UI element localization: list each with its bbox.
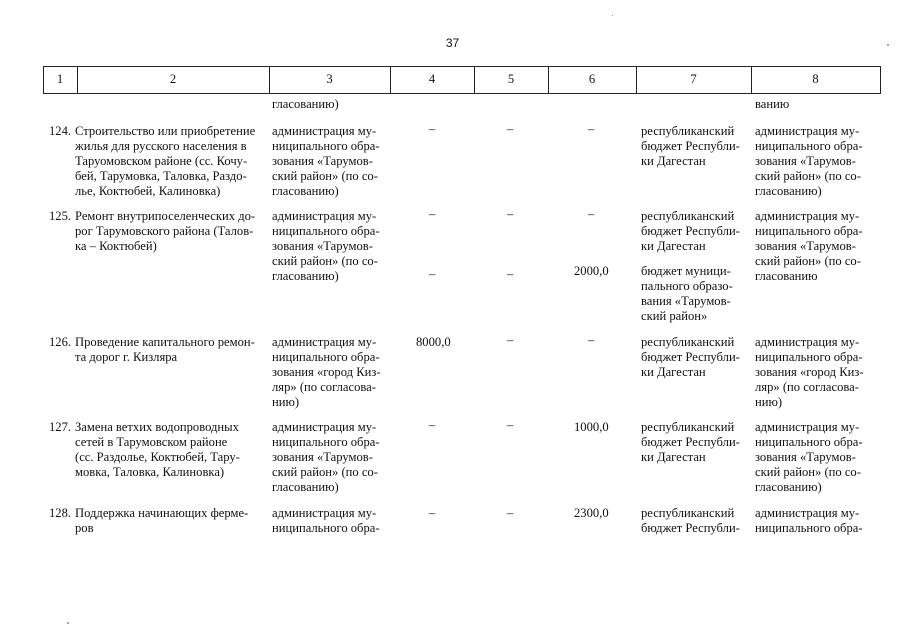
text-line: ниципального обра- — [755, 350, 863, 364]
text-line: Проведение капитального ремон- — [75, 335, 255, 349]
text-line: ский район» (по со- — [272, 169, 378, 183]
scan-speck — [67, 622, 69, 624]
value-col6: – — [588, 207, 595, 221]
text-line: Поддержка начинающих ферме- — [75, 506, 249, 520]
text-line: Замена ветхих водопроводных — [75, 420, 239, 434]
row-number: 126. — [49, 335, 72, 349]
text-line: пального образо- — [641, 279, 733, 293]
text-line: ниципального обра- — [755, 224, 863, 238]
text-line: гласованию) — [272, 269, 339, 283]
value-col5: – — [507, 418, 514, 432]
row-number: 124. — [49, 124, 72, 138]
value-col5: – — [507, 506, 514, 520]
header-bottom-border — [43, 93, 881, 94]
text-line: (сс. Раздолье, Коктюбей, Тару- — [75, 450, 240, 464]
text-line: ский район» — [641, 309, 708, 323]
text-line: Ремонт внутрипоселенческих до- — [75, 209, 256, 223]
text-line: ский район» (по со- — [755, 169, 861, 183]
funding-source — [641, 124, 740, 169]
text-line: ки Дагестан — [641, 154, 706, 168]
text-line: гласованию) — [272, 184, 339, 198]
text-line: гласованию — [755, 269, 818, 283]
value-col5: – — [507, 122, 514, 136]
text-line: ниципального обра- — [272, 521, 380, 535]
text-line: ляр» (по согласова- — [755, 380, 859, 394]
value-col6: – — [588, 333, 595, 347]
text-line: та дорог г. Кизляра — [75, 350, 178, 364]
text-line: ка – Коктюбей) — [75, 239, 157, 253]
column-header-3: 3 — [326, 72, 333, 86]
text-line: бюджет Республи- — [641, 224, 740, 238]
text-line: зования «город Киз- — [755, 365, 864, 379]
text-line: республиканский — [641, 506, 735, 520]
column-header-4: 4 — [428, 72, 436, 86]
text-line: вания «Тарумов- — [641, 294, 731, 308]
responsible — [755, 335, 864, 410]
row-number: 127. — [49, 420, 72, 434]
value-col4: – — [429, 506, 436, 520]
text-line: бюджет Республи- — [641, 435, 740, 449]
text-line: ский район» (по со- — [755, 254, 861, 268]
measure-name — [75, 209, 269, 254]
text-line: зования «город Киз- — [272, 365, 381, 379]
text-line: ки Дагестан — [641, 365, 706, 379]
text-line: ниципального обра- — [272, 224, 380, 238]
measure-name — [75, 335, 269, 365]
text-line: республиканский — [641, 124, 735, 138]
text-line: администрация му- — [272, 420, 377, 434]
text-line: ниципального обра- — [755, 139, 863, 153]
text-line: ниципального обра- — [755, 521, 863, 535]
row-number: 125. — [49, 209, 72, 223]
text-line: гласованию) — [272, 480, 339, 494]
continuation-col3: гласованию) — [272, 97, 339, 111]
measure-name — [75, 506, 269, 536]
text-line: зования «Тарумов- — [272, 239, 373, 253]
column-header-5: 5 — [507, 72, 515, 86]
column-header-6: 6 — [588, 72, 596, 86]
text-line: администрация му- — [272, 209, 377, 223]
scan-speck — [887, 44, 889, 46]
text-line: лье, Коктюбей, Калиновка) — [75, 184, 221, 198]
value-col5: – — [507, 333, 514, 347]
text-line: гласованию) — [755, 480, 822, 494]
text-line: администрация му- — [755, 420, 860, 434]
text-line: зования «Тарумов- — [755, 239, 856, 253]
text-line: нию) — [272, 395, 300, 409]
text-line: администрация му- — [755, 124, 860, 138]
text-line: сетей в Тарумовском районе — [75, 435, 228, 449]
value-col4: – — [429, 122, 436, 136]
text-line: ки Дагестан — [641, 450, 706, 464]
responsible — [755, 506, 863, 536]
value-col6: – — [588, 122, 595, 136]
value-col6: 1000,0 — [574, 420, 609, 434]
text-line: бюджет муници- — [641, 264, 731, 278]
value-col5: – — [507, 207, 514, 221]
value-col4: – — [429, 418, 436, 432]
text-line: ский район» (по со- — [755, 465, 861, 479]
executor — [272, 420, 380, 495]
text-line: гласованию) — [755, 184, 822, 198]
column-header-8: 8 — [812, 72, 819, 86]
text-line: ский район» (по со- — [272, 465, 378, 479]
funding-source — [641, 335, 740, 380]
value-col6: 2300,0 — [574, 506, 609, 520]
measure-name — [75, 420, 269, 480]
text-line: администрация му- — [755, 506, 860, 520]
text-line: ниципального обра- — [272, 139, 380, 153]
text-line: администрация му- — [272, 124, 377, 138]
text-line: ляр» (по согласова- — [272, 380, 376, 394]
text-line: бюджет Республи- — [641, 139, 740, 153]
responsible — [755, 124, 863, 199]
text-line: зования «Тарумов- — [272, 154, 373, 168]
row-number: 128. — [49, 506, 72, 520]
responsible — [755, 420, 863, 495]
executor — [272, 124, 380, 199]
funding-source — [641, 420, 740, 465]
column-header-1: 1 — [56, 72, 64, 86]
measure-name — [75, 124, 269, 199]
text-line: республиканский — [641, 335, 735, 349]
text-line: мовка, Таловка, Калиновка) — [75, 465, 225, 479]
value-col4: – — [429, 207, 436, 221]
text-line: бюджет Республи- — [641, 521, 740, 535]
text-line: бюджет Республи- — [641, 350, 740, 364]
funding-source-second — [641, 264, 733, 324]
value-col6-second: 2000,0 — [574, 264, 609, 278]
text-line: ниципального обра- — [755, 435, 863, 449]
page-number: 37 — [445, 36, 460, 50]
value-col4-second: – — [429, 267, 436, 281]
text-line: администрация му- — [755, 209, 860, 223]
scan-speck — [612, 15, 613, 16]
text-line: ров — [75, 521, 94, 535]
funding-source — [641, 506, 740, 536]
text-line: республиканский — [641, 420, 735, 434]
text-line: ский район» (по со- — [272, 254, 378, 268]
value-col5-second: – — [507, 267, 514, 281]
value-col4: 8000,0 — [416, 335, 451, 349]
text-line: нию) — [755, 395, 783, 409]
text-line: Таруомовском районе (сс. Кочу- — [75, 154, 248, 168]
executor — [272, 506, 380, 536]
text-line: республиканский — [641, 209, 735, 223]
text-line: администрация му- — [272, 506, 377, 520]
column-header-2: 2 — [169, 72, 177, 86]
text-line: зования «Тарумов- — [755, 154, 856, 168]
text-line: бей, Тарумовка, Таловка, Раздо- — [75, 169, 247, 183]
continuation-col8: ванию — [755, 97, 790, 111]
text-line: зования «Тарумов- — [272, 450, 373, 464]
text-line: ниципального обра- — [272, 435, 380, 449]
text-line: администрация му- — [755, 335, 860, 349]
text-line: Строительство или приобретение — [75, 124, 256, 138]
executor — [272, 209, 380, 284]
column-header-7: 7 — [690, 72, 697, 86]
executor — [272, 335, 381, 410]
text-line: зования «Тарумов- — [755, 450, 856, 464]
text-line: рог Тарумовского района (Талов- — [75, 224, 254, 238]
text-line: администрация му- — [272, 335, 377, 349]
funding-source — [641, 209, 740, 254]
text-line: ниципального обра- — [272, 350, 380, 364]
responsible — [755, 209, 863, 284]
header-divider — [880, 66, 881, 93]
text-line: жилья для русского населения в — [75, 139, 247, 153]
text-line: ки Дагестан — [641, 239, 706, 253]
